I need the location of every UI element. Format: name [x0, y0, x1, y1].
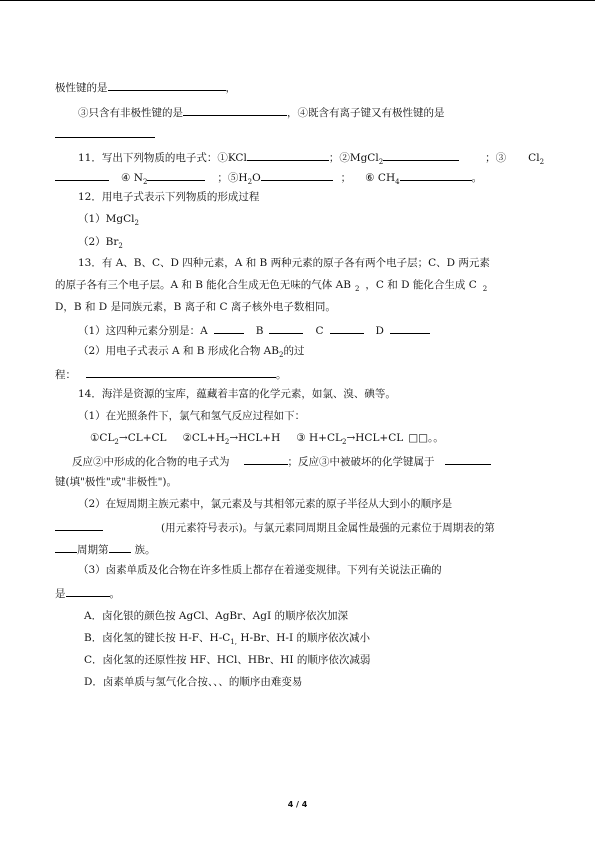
question-14-3: （3）卤素单质及化合物在许多性质上都存在着递变规律。下列有关说法正确的: [78, 564, 442, 576]
question-14-2-line2: (用元素符号表示)。与氯元素同周期且金属性最强的元素位于周期表的第: [55, 519, 495, 533]
blank[interactable]: [55, 541, 77, 553]
blank[interactable]: [147, 169, 205, 181]
option-b[interactable]: B．卤化氢的键长按 H-F、$H-C_{1,}$ H-Br、H-I 的顺序依次减小: [84, 632, 370, 647]
blank[interactable]: [55, 126, 155, 138]
line-blank-answer: [55, 126, 155, 140]
blank[interactable]: [383, 149, 459, 161]
blank[interactable]: [109, 541, 131, 553]
question-11-line1: 11．写出下列物质的电子式：①KCl ；②MgCl$_2$ ；③ $Cl_2$: [78, 149, 544, 163]
blank[interactable]: [108, 79, 226, 91]
blank[interactable]: [86, 366, 276, 378]
question-12-1: （1）MgCl$_2$: [78, 213, 140, 228]
blank[interactable]: [244, 453, 288, 465]
question-14: 14．海洋是资源的宝库，蕴藏着丰富的化学元素，如氯、溴、碘等。: [78, 388, 396, 400]
page-number: 4 / 4: [287, 800, 308, 809]
question-14-3-line2: 是 。: [55, 585, 120, 599]
question-13-line1: 13．有 A、B、C、D 四种元素，A 和 B 两种元素的原子各有两个电子层；C、D 两元素: [78, 257, 490, 269]
question-14-reactions: $①CL_2\to CL+CL$ $②CL+H_2\to HCL+H$ ③ $H+CL_2\to HCL+CL$ □□。。: [90, 432, 444, 447]
question-13-1: （1）这四种元素分别是：A B C D: [78, 322, 430, 336]
question-14-2-line3: 周期第 族。: [55, 541, 156, 555]
blank[interactable]: [261, 169, 333, 181]
question-13-2: （2）用电子式表示 A 和 B 形成化合物 $AB_2$的过: [78, 345, 305, 360]
question-13-line3: D，B 和 D 是同族元素，B 离子和 C 离子核外电子数相同。: [55, 301, 336, 313]
blank[interactable]: [400, 169, 472, 181]
question-14-1: （1）在光照条件下，氯气和氢气反应过程如下：: [78, 410, 306, 422]
question-13-2-line2: 程： 。: [55, 366, 287, 380]
blank-d[interactable]: [390, 322, 430, 334]
question-14-1-ask-line2: 键(填"极性"或"非极性")。: [55, 476, 178, 488]
option-a[interactable]: A．卤化银的颜色按 AgCl、AgBr、AgI 的顺序依次加深: [84, 610, 348, 622]
blank[interactable]: [247, 149, 329, 161]
question-13-line2: 的原子各有三个电子层。A 和 B 能化合生成无色无味的气体 AB $_2$ ，C 和 D 能化合生成 C $_2$: [55, 279, 488, 294]
top-rule: [0, 0, 595, 1]
blank-c[interactable]: [330, 322, 364, 334]
line-nonpolar-ionic: ③只含有非极性键的是 ，④既含有离子键又有极性键的是: [78, 104, 445, 118]
question-14-2: （2）在短周期主族元素中，氯元素及与其相邻元素的原子半径从大到小的顺序是: [78, 498, 453, 510]
blank-a[interactable]: [214, 322, 244, 334]
blank-b[interactable]: [269, 322, 303, 334]
option-c[interactable]: C．卤化氢的还原性按 HF、HCl、HBr、HI 的顺序依次减弱: [84, 654, 371, 666]
line-polar-bond: 极性键的是 ，: [55, 79, 236, 93]
question-12-2: $(2)Br_2$: [78, 236, 123, 251]
blank[interactable]: [66, 585, 110, 597]
option-d[interactable]: D．卤素单质与氢气化合按、、、的顺序由难变易: [84, 676, 303, 688]
question-12: 12．用电子式表示下列物质的形成过程: [78, 191, 260, 203]
question-11-line2: ④ $N_2$ ；$⑤H_2O$ ； ⑥ $CH_4$ 。: [55, 169, 482, 183]
blank[interactable]: [55, 169, 109, 181]
blank[interactable]: [445, 453, 491, 465]
blank[interactable]: [183, 104, 287, 116]
question-14-1-ask: 反应②中形成的化合物的电子式为 ；反应③中被破坏的化学键属于: [72, 453, 491, 467]
blank[interactable]: [55, 519, 103, 531]
